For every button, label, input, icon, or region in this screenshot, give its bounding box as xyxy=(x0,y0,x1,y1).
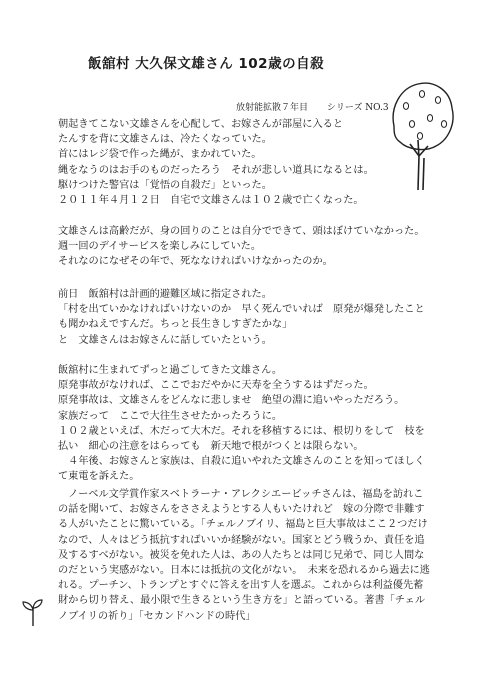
body-line: 「村を出ていかなければいけないのか 早く死んでいれば 原発が爆発したことも聞かねえですんだ。ちっと長生きしすぎたかな」 xyxy=(58,304,425,331)
meta-note: 放射能拡散７年目 xyxy=(236,103,309,113)
body-line: 前日 飯舘村は計画的避難区域に指定された。 xyxy=(58,289,272,300)
document-meta xyxy=(236,100,405,113)
body-line: 朝起きてこない文雄さんを心配して、お嫁さんが部屋に入ると xyxy=(58,119,344,130)
body-line: １０２歳といえば、木だって大木だ。それを移植するには、根切りをして 枝を払い 細心の注意をはらっても 新天地で根がつくとは限らない。 xyxy=(58,425,425,453)
body-line: ノーベル文学賞作家スベトラーナ・アレクシエービッチさんは、福島を訪れこの話を聞いて、お嫁さんをささえようとする人もいたけれど 嫁の分際で非難する人がいたことに驚いている。「チェルノブイリ、福島と巨大事故はここ２つだけなので、人々はどう抵抗すればいいか経験がない。国家とどう戦うか、責任を追及するすべがない。被災を免れた人は、あの人たちとは同じ兄弟で、同じ人間なのだという実感がない。日本には抵抗の文化がない。 未来を恐れるから過去に逃れる。プーチン、トランプとすぐに答えを出す人を選ぶ。これからは利益優先蓄財から切り替え、最小限で生きるという生き方を」と語っている。著書「チェルノブイリの祈り」「セカンドハンドの時代」 xyxy=(58,489,430,622)
body-line: 駆けつけた警官は「覚悟の自殺だ」といった。 xyxy=(58,179,272,191)
body-section-2 xyxy=(58,224,433,270)
document-title: 飯舘村 大久保文雄さん 102歳の自殺 xyxy=(88,56,325,72)
body-section-1 xyxy=(58,117,428,208)
body-section-3 xyxy=(58,287,433,348)
meta-series: シリーズ NO.3 xyxy=(326,103,389,113)
body-line: 飯舘村に生まれてずっと過ごしてきた文雄さん。 xyxy=(58,365,283,376)
body-section-4 xyxy=(58,363,433,485)
body-line: 文雄さんは高齢だが、身の回りのことは自分でできて、頭はぼけていなかった。 週一回のデイサービスを楽しみにしていた。 xyxy=(58,226,430,253)
body-line: と 文雄さんはお嫁さんに話していたという。 xyxy=(58,334,272,346)
body-line: 原発事故がなければ、ここでおだやかに天寿を全うするはずだった。 xyxy=(58,380,374,392)
body-line: 家族だって ここで大往生させたかったろうに。 xyxy=(58,410,283,422)
body-line: ２０１１年４月１２日 自宅で文雄さんは１０２歳で亡くなった。 xyxy=(58,195,364,207)
body-line: 原発事故は、文雄さんをどんなに悲しませ 絶望の淵に追いやっただろう。 xyxy=(58,395,405,407)
body-line: 縄をなうのはお手のものだったろう それが悲しい道具になるとは。 xyxy=(58,164,374,176)
body-line: たんすを背に文雄さんは、冷たくなっていた。 xyxy=(58,134,272,146)
body-line: 首にはレジ袋で作った縄が、まかれていた。 xyxy=(58,149,262,161)
body-section-5 xyxy=(58,487,433,624)
body-line: それなのになぜその年で、死ななければいけなかったのか。 xyxy=(58,256,333,268)
sprout-illustration xyxy=(20,596,46,626)
body-line: ４年後、お嫁さんと家族は、自殺に追いやれた文雄さんのことを知ってほしくて東電を訴えた。 xyxy=(58,456,425,483)
